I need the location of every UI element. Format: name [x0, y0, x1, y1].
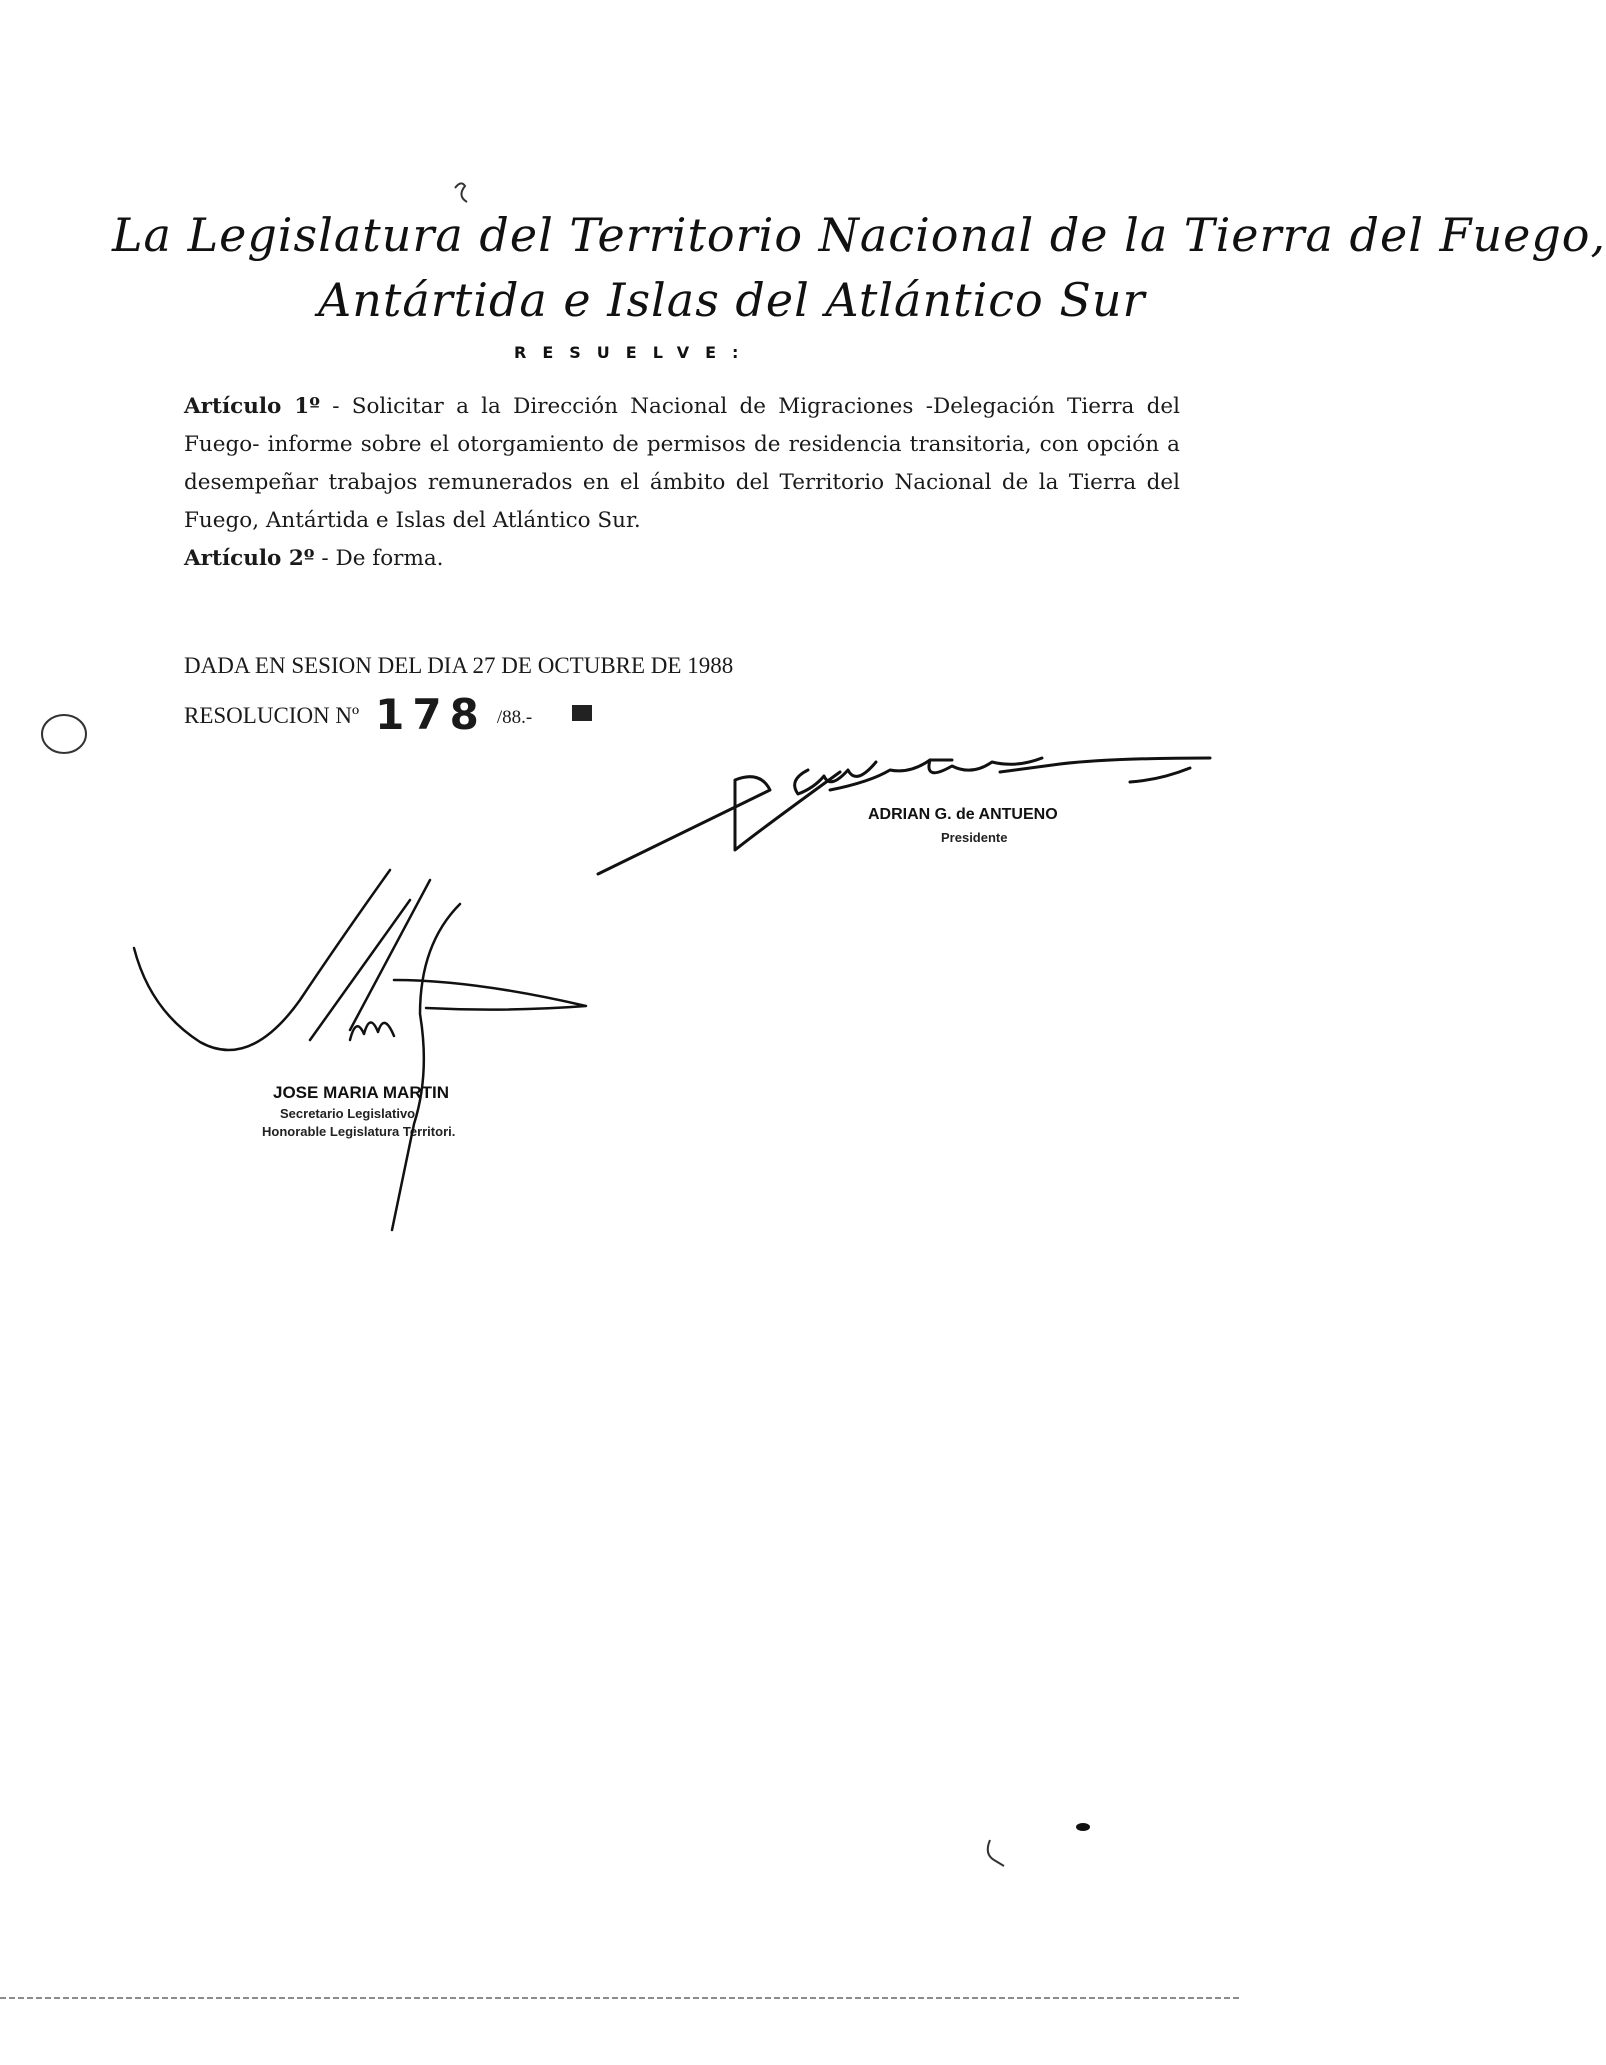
header-title-line-1: La Legislatura del Territorio Nacional de la Tierra del Fuego,: [112, 208, 1606, 262]
ink-mark-bottom: [988, 1840, 1004, 1866]
secretary-organization: Honorable Legislatura Territori.: [262, 1124, 456, 1139]
article-2-text: - De forma.: [321, 546, 444, 571]
ink-mark-top: [455, 183, 467, 202]
article-1-label: Artículo 1º: [184, 394, 320, 419]
secretary-role: Secretario Legislativo: [280, 1106, 416, 1121]
punch-hole-mark: [42, 715, 86, 753]
article-2: [184, 540, 1180, 578]
article-2-label: Artículo 2º: [184, 546, 315, 571]
president-role: Presidente: [941, 830, 1008, 845]
ink-blot: [572, 705, 592, 721]
ink-dot: [1076, 1823, 1090, 1831]
resuelve-heading: RESUELVE:: [514, 343, 755, 362]
header-title-line-2: Antártida e Islas del Atlántico Sur: [318, 273, 1146, 327]
secretary-name: JOSE MARIA MARTIN: [273, 1083, 449, 1102]
president-name: ADRIAN G. de ANTUENO: [868, 806, 1058, 823]
resolution-number: 178: [375, 690, 487, 739]
resolution-number-line: [184, 690, 532, 739]
resolution-label: RESOLUCION Nº: [184, 703, 360, 728]
article-1: [184, 388, 1180, 540]
article-1-text: - Solicitar a la Dirección Nacional de Migraciones -Delegación Tierra del Fuego- informe sobre el otorgamiento de permisos de residencia transitoria, con opción a desempeñar trabajos remunerados en el ámbito del Territorio Nacional de la Tierra del Fuego, Antártida e Islas del Atlántico Sur.: [184, 394, 1180, 533]
resolution-body: [184, 388, 1180, 578]
session-date: DADA EN SESION DEL DIA 27 DE OCTUBRE DE 1988: [184, 653, 734, 678]
resolution-year-suffix: /88.-: [496, 707, 533, 728]
secretary-signature: [134, 870, 586, 1230]
